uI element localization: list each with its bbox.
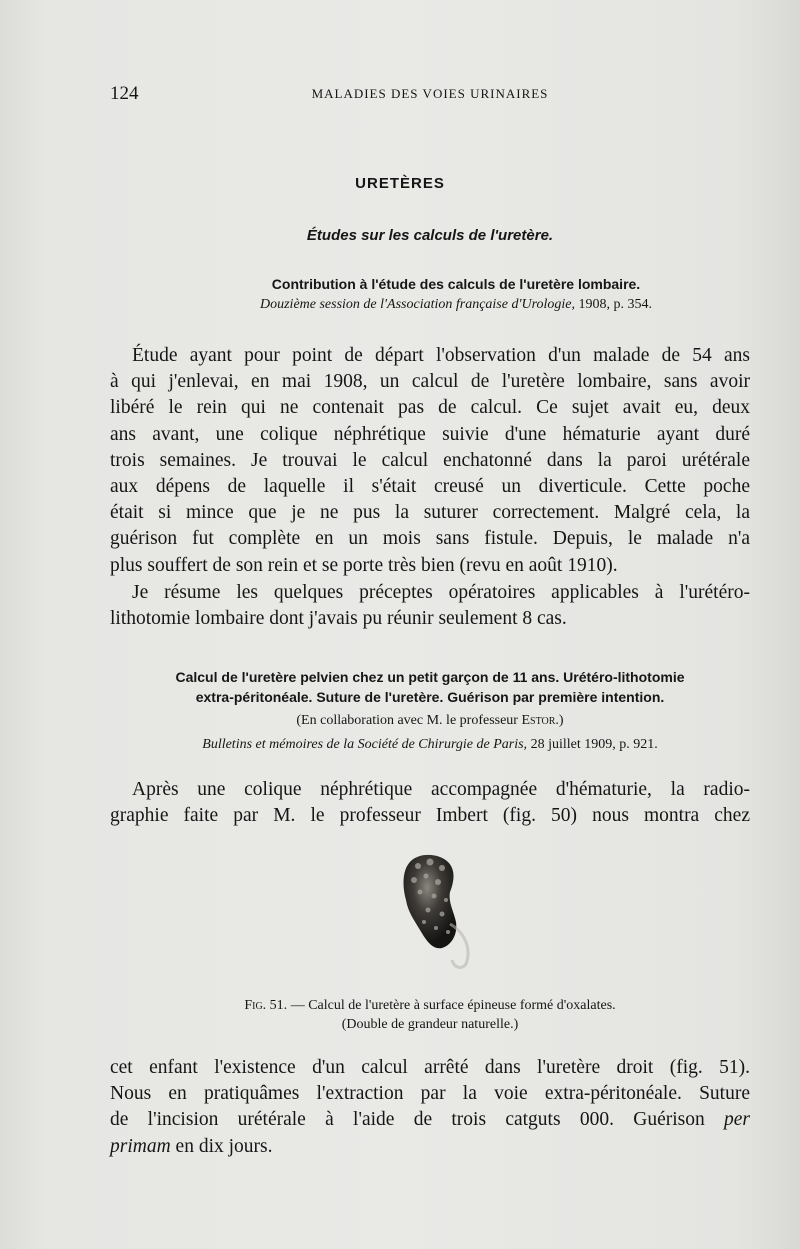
article1-paragraph2	[110, 580, 750, 632]
italic-word: per	[724, 1109, 751, 1131]
article2-reference	[0, 737, 800, 753]
text-line: cet enfant l'existence d'un calcul arrêté dans l'uretère droit (fig. 51).	[110, 1057, 750, 1078]
figure-caption-line2: (Double de grandeur naturelle.)	[341, 1017, 519, 1032]
text-line-with-italic	[110, 1107, 750, 1133]
figure-caption	[0, 996, 800, 1034]
text-line: guérison fut complète en un mois sans fistule. Depuis, le malade n'a	[110, 528, 750, 550]
figure-caption-line1	[0, 996, 800, 1015]
article2-title-line: Calcul de l'uretère pelvien chez un petit garçon de 11 ans. Urétéro-lithotomie	[175, 669, 685, 685]
article1-title: Contribution à l'étude des calculs de l'uretère lombaire.	[271, 276, 641, 292]
text-line: graphie faite par M. le professeur Imbert (fig. 50) nous montra chez	[110, 805, 750, 827]
text-line-last	[110, 1134, 750, 1160]
text-line: à qui j'enlevai, en mai 1908, un calcul de l'uretère lombaire, sans avoir	[110, 371, 750, 393]
collaboration-prefix: (En collaboration avec M. le professeur	[296, 713, 518, 728]
article1-paragraph1	[110, 343, 750, 579]
figure-caption-text: — Calcul de l'uretère à surface épineuse formé d'oxalates.	[287, 998, 616, 1013]
text-line: trois semaines. Je trouvai le calcul enchatonné dans la paroi urétérale	[110, 449, 750, 471]
article2-paragraph2	[110, 1055, 750, 1160]
text-segment: en dix jours.	[170, 1135, 273, 1157]
italic-word: primam	[110, 1135, 171, 1157]
text-line: libéré le rein qui ne contenait pas de calcul. Ce sujet avait eu, deux	[110, 397, 750, 419]
text-line: aux dépens de laquelle il s'était creusé un diverticule. Cette poche	[110, 476, 750, 498]
article1-reference-source: Douzième session de l'Association française d'Urologie,	[260, 297, 575, 312]
text-line: ans avant, une colique néphrétique suivie d'une hématurie ayant duré	[110, 423, 750, 445]
text-segment: de l'incision urétérale à l'aide de trois catguts 000. Guérison	[110, 1109, 705, 1131]
article2-reference-date: 28 juillet 1909, p. 921.	[530, 737, 658, 752]
text-line: Nous en pratiquâmes l'extraction par la voie extra-péritonéale. Suture	[110, 1083, 750, 1105]
running-header	[110, 83, 750, 107]
collaboration-name: Estor	[521, 713, 556, 728]
article2-reference-source: Bulletins et mémoires de la Société de Chirurgie de Paris,	[202, 737, 528, 752]
subsection-title: Études sur les calculs de l'uretère.	[306, 227, 554, 244]
running-title: MALADIES DES VOIES URINAIRES	[311, 86, 549, 101]
article1-reference-pages: 1908, p. 354.	[578, 297, 652, 312]
page-number: 124	[110, 83, 139, 104]
article2-title-line: extra-péritonéale. Suture de l'uretère. Guérison par première intention.	[195, 689, 665, 705]
article2-paragraph1	[110, 777, 750, 829]
article2-title	[110, 667, 750, 707]
text-line: était si mince que je ne pus la suturer correctement. Malgré cela, la	[110, 502, 750, 524]
text-line: Étude ayant pour point de départ l'observation d'un malade de 54 ans	[132, 345, 750, 366]
text-line: Après une colique néphrétique accompagnée d'hématurie, la radio-	[132, 779, 750, 800]
section-title: URETÈRES	[355, 175, 445, 192]
collaboration-suffix: .)	[555, 713, 564, 728]
collaboration-note	[0, 713, 800, 729]
text-line: plus souffert de son rein et se porte très bien (revu en août 1910).	[110, 554, 618, 576]
figure-label: Fig. 51.	[244, 998, 288, 1013]
text-line: Je résume les quelques préceptes opératoires applicables à l'urétéro-	[132, 582, 750, 603]
text-line: lithotomie lombaire dont j'avais pu réunir seulement 8 cas.	[110, 608, 567, 630]
calculus-figure-image	[390, 852, 480, 972]
article1-reference	[0, 297, 800, 313]
